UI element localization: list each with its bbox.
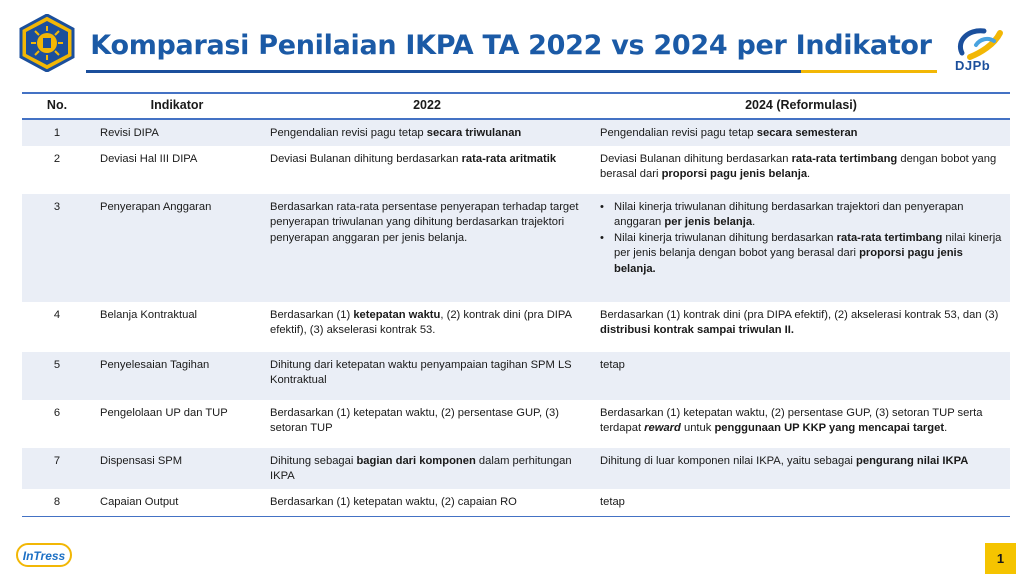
header-no: No.: [22, 93, 92, 119]
text-run: bagian dari komponen: [356, 454, 476, 467]
header-2024: 2024 (Reformulasi): [592, 93, 1010, 119]
value-2022: [262, 302, 592, 352]
text-run: per jenis belanja: [664, 216, 753, 228]
indicator-name: Belanja Kontraktual: [100, 308, 198, 321]
text-run: Berdasarkan (1) ketepatan waktu, (2) persentase GUP, (3) setoran TUP serta terdapat: [600, 406, 983, 434]
text-run: ketepatan waktu: [353, 308, 441, 321]
kemenkeu-emblem-logo: [18, 14, 76, 72]
value-2022: [262, 146, 592, 194]
text-run: rata-rata aritmatik: [461, 152, 557, 165]
intress-logo: [16, 542, 72, 568]
text-run: Pengendalian revisi pagu tetap: [600, 127, 757, 139]
text-run: .: [752, 216, 756, 228]
text-run: Berdasarkan rata-rata persentase penyerapan terhadap target penyerapan triwulanan yang dihitung berdasarkan trajektori penyerapan anggaran per jenis belanja.: [270, 200, 579, 244]
row-number: 2: [53, 152, 61, 165]
cell-paragraph: [270, 495, 584, 511]
bullet-item: [600, 231, 1002, 278]
comparison-table: [22, 92, 1010, 517]
text-run: Deviasi Bulanan dihitung berdasarkan: [600, 152, 792, 165]
text-run: Berdasarkan (1) kontrak dini (pra DIPA efektif), (2) akselerasi kontrak 53, dan (3): [600, 308, 999, 321]
table-row: [22, 489, 1010, 517]
value-2022: [262, 400, 592, 448]
value-2022: [262, 352, 592, 400]
header-2022: 2022: [262, 93, 592, 119]
text-run: Berdasarkan (1) ketepatan waktu, (2) persentase GUP, (3) setoran TUP: [270, 406, 559, 434]
value-2024: [592, 302, 1010, 352]
text-run: Pengendalian revisi pagu tetap: [270, 127, 427, 139]
text-run: dengan bobot yang berasal dari: [600, 152, 997, 180]
row-number: 8: [22, 489, 92, 517]
text-run: pengurang nilai IKPA: [856, 454, 969, 467]
indicator-name: Penyelesaian Tagihan: [92, 352, 262, 400]
table-row: [22, 448, 1010, 489]
djpb-logo-text: DJPb: [955, 58, 991, 73]
row-number: 7: [22, 448, 92, 489]
page-number-badge: 1: [985, 543, 1016, 574]
cell-paragraph: [600, 495, 1002, 511]
text-run: Dihitung di luar komponen nilai IKPA, yaitu sebagai: [600, 454, 857, 467]
indicator-name: Capaian Output: [92, 489, 262, 517]
cell-paragraph: [270, 126, 584, 142]
value-2024: [592, 194, 1010, 302]
table-row: [22, 400, 1010, 448]
value-2024: [592, 352, 1010, 400]
row-number: 3: [22, 194, 92, 302]
text-run: Dihitung sebagai: [270, 454, 357, 467]
text-run: penggunaan UP KKP yang mencapai target: [714, 422, 945, 434]
title-underline-blue: [86, 70, 801, 73]
cell-paragraph: [270, 308, 584, 339]
text-run: secara triwulanan: [426, 127, 522, 139]
cell-paragraph: [270, 358, 584, 389]
text-run: tetap: [600, 495, 625, 508]
text-run: untuk: [680, 422, 715, 434]
header-indikator: Indikator: [92, 93, 262, 119]
text-run: Berdasarkan (1): [270, 308, 354, 321]
value-2022: [262, 119, 592, 146]
cell-paragraph: [600, 406, 1002, 437]
value-2022: [262, 194, 592, 302]
indicator-name: Revisi DIPA: [92, 119, 262, 146]
text-run: Dihitung dari ketepatan waktu penyampaian tagihan SPM LS Kontraktual: [270, 358, 572, 386]
row-number: 1: [22, 119, 92, 146]
cell-paragraph: [600, 454, 1002, 470]
cell-paragraph: [600, 152, 1002, 183]
bullet-item: [600, 200, 1002, 231]
cell-paragraph: [270, 152, 584, 168]
value-2024: [592, 400, 1010, 448]
text-run: rata-rata tertimbang: [836, 231, 943, 244]
text-run: reward: [644, 422, 681, 434]
text-run: .: [944, 422, 948, 434]
value-2024: [592, 146, 1010, 194]
text-run: nilai kinerja per jenis belanja dengan bobot yang berasal dari: [614, 231, 1002, 259]
indicator-name: Dispensasi SPM: [92, 448, 262, 489]
text-run: distribusi kontrak sampai triwulan II.: [600, 324, 794, 336]
table-row: [22, 194, 1010, 302]
table-header-row: [22, 93, 1010, 119]
indicator-name: Pengelolaan UP dan TUP: [100, 406, 228, 419]
value-2024: [592, 119, 1010, 146]
text-run: Nilai kinerja triwulanan dihitung berdasarkan: [614, 231, 837, 244]
value-2024: [592, 448, 1010, 489]
text-run: proporsi pagu jenis belanja: [661, 168, 808, 180]
cell-paragraph: [270, 454, 584, 485]
value-2024: [592, 489, 1010, 517]
cell-paragraph: [600, 308, 1002, 339]
indicator-name: Deviasi Hal III DIPA: [100, 152, 198, 165]
cell-paragraph: [600, 126, 1002, 142]
text-run: Deviasi Bulanan dihitung berdasarkan: [270, 152, 462, 165]
cell-paragraph: [270, 406, 584, 437]
value-2022: [262, 448, 592, 489]
text-run: rata-rata tertimbang: [791, 152, 898, 165]
cell-paragraph: [270, 200, 584, 247]
value-2022: [262, 489, 592, 517]
row-number: 6: [53, 406, 61, 419]
page-title: Komparasi Penilaian IKPA TA 2022 vs 2024 per Indikator: [90, 30, 932, 61]
row-number: 4: [53, 308, 61, 321]
indicator-name: Penyerapan Anggaran: [92, 194, 262, 302]
table-row: [22, 302, 1010, 352]
text-run: , (2) kontrak dini (pra DIPA efektif), (3) akselerasi kontrak 53.: [270, 308, 572, 336]
title-underline-gold: [801, 70, 937, 73]
table-row: [22, 146, 1010, 194]
text-run: tetap: [600, 358, 625, 371]
text-run: .: [807, 168, 811, 180]
table-row: [22, 352, 1010, 400]
cell-paragraph: [600, 358, 1002, 374]
row-number: 5: [22, 352, 92, 400]
text-run: Nilai kinerja triwulanan dihitung berdasarkan trajektori dan penyerapan anggaran: [614, 200, 964, 228]
text-run: secara semesteran: [756, 127, 858, 139]
text-run: dalam perhitungan IKPA: [270, 454, 572, 482]
table-row: [22, 119, 1010, 146]
text-run: Berdasarkan (1) ketepatan waktu, (2) capaian RO: [270, 495, 517, 508]
bullet-list: [600, 200, 1002, 278]
intress-logo-text: InTress: [22, 549, 66, 563]
text-run: proporsi pagu jenis belanja.: [614, 247, 963, 275]
